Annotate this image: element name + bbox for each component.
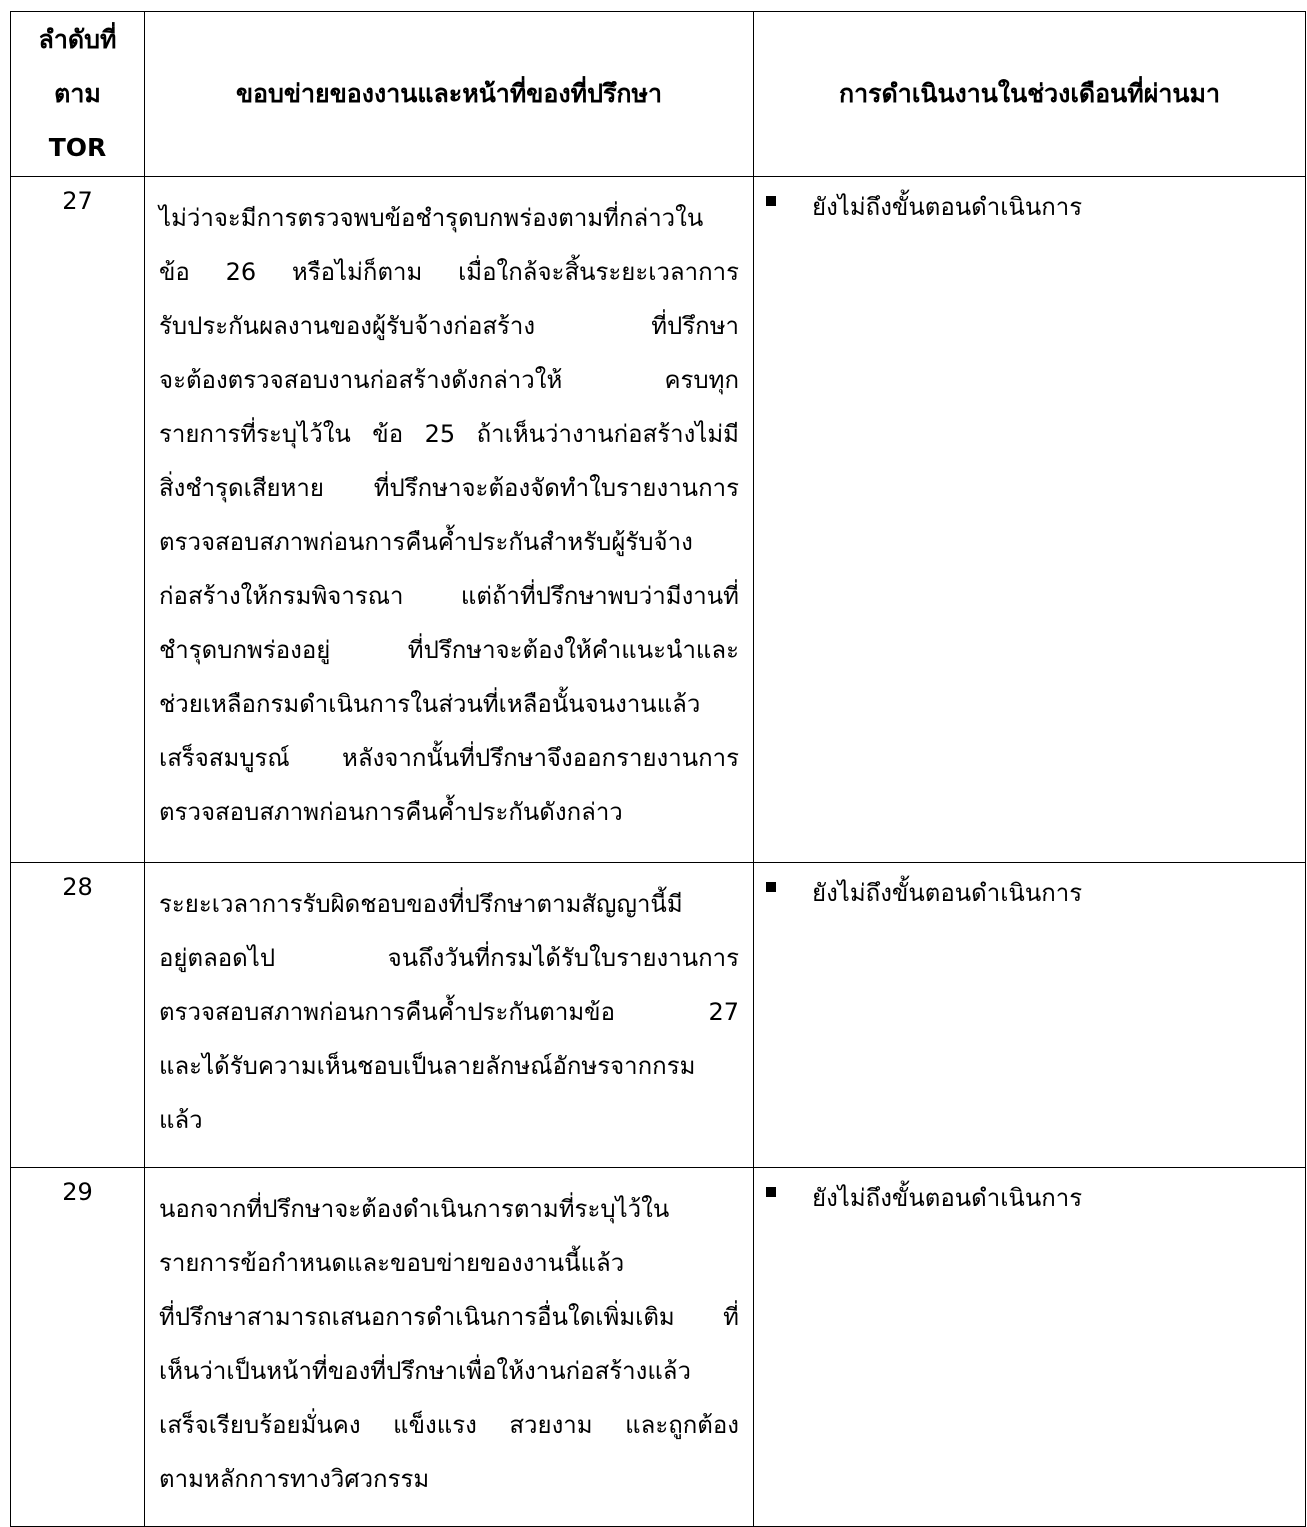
row-index: 27 [11,177,145,863]
row-status [754,1168,1306,1527]
scope-line: ชำรุดบกพร่องอยู่ ที่ปรึกษาจะต้องให้คำแนะนำและ [159,636,739,664]
header-index-line: TOR [48,133,107,162]
row-scope [145,1168,754,1527]
scope-line: และได้รับความเห็นชอบเป็นลายลักษณ์อักษรจากกรม [159,1052,696,1080]
scope-line: รับประกันผลงานของผู้รับจ้างก่อสร้าง ที่ปรึกษา [159,312,739,340]
status-text: ยังไม่ถึงขั้นตอนดำเนินการ [812,879,1083,907]
scope-line: ตรวจสอบสภาพก่อนการคืนค้ำประกันสำหรับผู้รับจ้าง [159,528,693,556]
scope-line: นอกจากที่ปรึกษาจะต้องดำเนินการตามที่ระบุไว้ใน [159,1195,670,1223]
scope-line: ตรวจสอบสภาพก่อนการคืนค้ำประกันดังกล่าว [159,798,623,826]
header-index-cell [11,12,145,177]
scope-line: ช่วยเหลือกรมดำเนินการในส่วนที่เหลือนั้นจนงานแล้ว [159,690,701,718]
row-index: 28 [11,863,145,1168]
scope-line: เห็นว่าเป็นหน้าที่ของที่ปรึกษาเพื่อให้งานก่อสร้างแล้ว [159,1357,691,1385]
row-scope [145,177,754,863]
row-index: 29 [11,1168,145,1527]
table-row [11,1168,1306,1527]
table-row [11,863,1306,1168]
scope-line: เสร็จเรียบร้อยมั่นคง แข็งแรง สวยงาม และถูกต้อง [159,1411,739,1439]
scope-line: ไม่ว่าจะมีการตรวจพบข้อชำรุดบกพร่องตามที่กล่าวใน [159,204,704,232]
header-status-title: การดำเนินงานในช่วงเดือนที่ผ่านมา [754,12,1306,177]
scope-line: แล้ว [159,1106,203,1134]
status-list-item [766,1178,1305,1217]
row-scope [145,863,754,1168]
table-row [11,177,1306,863]
scope-line: เสร็จสมบูรณ์ หลังจากนั้นที่ปรึกษาจึงออกรายงานการ [159,744,739,772]
status-list-item [766,187,1305,226]
header-index-line: ลำดับที่ [38,25,117,54]
scope-line: ก่อสร้างให้กรมพิจารณา แต่ถ้าที่ปรึกษาพบว่ามีงานที่ [159,582,739,610]
status-text: ยังไม่ถึงขั้นตอนดำเนินการ [812,1184,1083,1212]
header-scope-title: ขอบข่ายของงานและหน้าที่ของที่ปรึกษา [145,12,754,177]
scope-line: ข้อ 26 หรือไม่ก็ตาม เมื่อใกล้จะสิ้นระยะเวลาการ [159,258,739,286]
square-bullet-icon [766,1187,776,1197]
square-bullet-icon [766,882,776,892]
scope-line: รายการที่ระบุไว้ใน ข้อ 25 ถ้าเห็นว่างานก่อสร้างไม่มี [159,420,739,448]
status-text: ยังไม่ถึงขั้นตอนดำเนินการ [812,193,1083,221]
table-header-row [11,12,1306,177]
row-status [754,863,1306,1168]
status-list-item [766,873,1305,912]
tor-progress-table [10,11,1306,1527]
square-bullet-icon [766,196,776,206]
scope-line: รายการข้อกำหนดและขอบข่ายของงานนี้แล้ว [159,1249,625,1277]
scope-line: ที่ปรึกษาสามารถเสนอการดำเนินการอื่นใดเพิ่มเติม ที่ [159,1303,739,1331]
scope-line: สิ่งชำรุดเสียหาย ที่ปรึกษาจะต้องจัดทำใบรายงานการ [159,474,739,502]
scope-line: จะต้องตรวจสอบงานก่อสร้างดังกล่าวให้ ครบทุก [159,366,739,394]
header-index-line: ตาม [54,79,101,108]
scope-line: ตามหลักการทางวิศวกรรม [159,1465,430,1493]
scope-line: อยู่ตลอดไป จนถึงวันที่กรมได้รับใบรายงานการ [159,944,739,972]
scope-line: ตรวจสอบสภาพก่อนการคืนค้ำประกันตามข้อ 27 [159,998,739,1026]
row-status [754,177,1306,863]
scope-line: ระยะเวลาการรับผิดชอบของที่ปรึกษาตามสัญญานี้มี [159,890,683,918]
